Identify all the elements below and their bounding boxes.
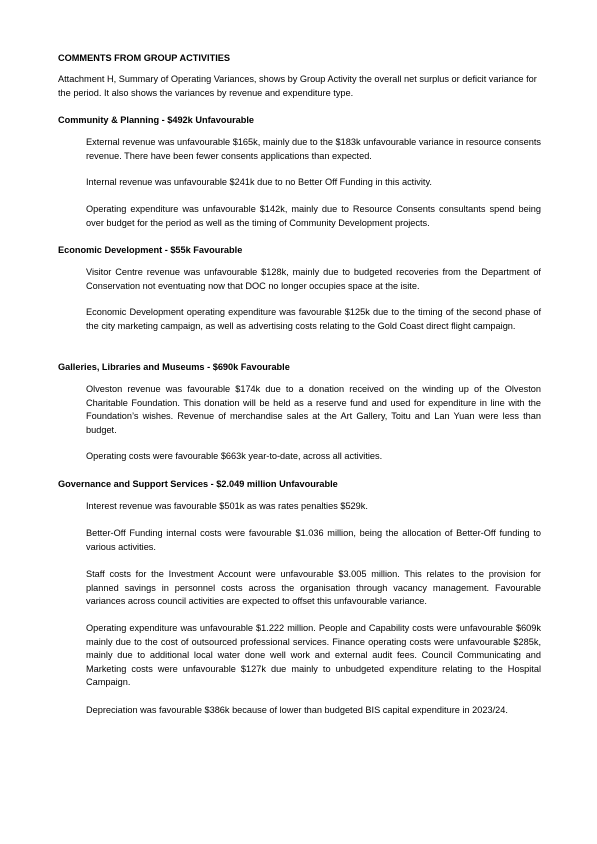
page-title: COMMENTS FROM GROUP ACTIVITIES (58, 53, 231, 63)
paragraph: External revenue was unfavourable $165k, mainly due to the $183k unfavourable variance in resource consents revenue. There have been fewer consents applications than expected. (86, 137, 541, 161)
paragraph: Internal revenue was unfavourable $241k due to no Better Off Funding in this activity. (86, 177, 432, 187)
paragraph: Olveston revenue was favourable $174k due to a donation received on the winding up of the Olveston Charitable Foundation. This donation will be held as a reserve fund and used for expenditure in line with the Foundation’s wishes. Revenue of merchandise sales at the Art Gallery, Toitu and Lan Yuan were less than budget. (86, 384, 541, 435)
paragraph: Operating costs were favourable $663k year-to-date, across all activities. (86, 451, 383, 461)
paragraph: Economic Development operating expenditure was favourable $125k due to the timing of the second phase of the city marketing campaign, as well as advertising costs relating to the Gold Coast direct flight campaign. (86, 307, 541, 331)
section-heading-galleries-libraries-museums: Galleries, Libraries and Museums - $690k Favourable (58, 362, 290, 372)
paragraph: Staff costs for the Investment Account were unfavourable $3.005 million. This relates to the provision for planned savings in personnel costs across the organisation through vacancy management. Favourable variances across council activities are expected to offset this unfavourable variance. (86, 569, 541, 606)
paragraph: Better-Off Funding internal costs were favourable $1.036 million, being the allocation of Better-Off funding to various activities. (86, 528, 541, 552)
section-heading-community-planning: Community & Planning - $492k Unfavourable (58, 115, 255, 125)
paragraph: Operating expenditure was unfavourable $1.222 million. People and Capability costs were unfavourable $609k mainly due to the cost of outsourced professional services. Finance operating costs were unfavourable $285k, mainly due to additional local water done well work and external audit fees. Council Communicating and Marketing costs were unfavourable $127k due mainly to unbudgeted expenditure relating to the Hospital Campaign. (86, 623, 541, 687)
section-heading-governance-support: Governance and Support Services - $2.049 million Unfavourable (58, 479, 338, 489)
paragraph: Visitor Centre revenue was unfavourable $128k, mainly due to budgeted recoveries from the Department of Conservation not eventuating now that DOC no longer occupies space at the isite. (86, 267, 541, 291)
intro-paragraph: Attachment H, Summary of Operating Variances, shows by Group Activity the overall net surplus or deficit variance for the period. It also shows the variances by revenue and expenditure type. (58, 74, 537, 98)
paragraph: Depreciation was favourable $386k because of lower than budgeted BIS capital expenditure in 2023/24. (86, 705, 508, 715)
paragraph: Operating expenditure was unfavourable $142k, mainly due to Resource Consents consultants spend being over budget for the period as well as the timing of Community Development projects. (86, 204, 541, 228)
section-heading-economic-development: Economic Development - $55k Favourable (58, 245, 243, 255)
paragraph: Interest revenue was favourable $501k as was rates penalties $529k. (86, 501, 368, 511)
